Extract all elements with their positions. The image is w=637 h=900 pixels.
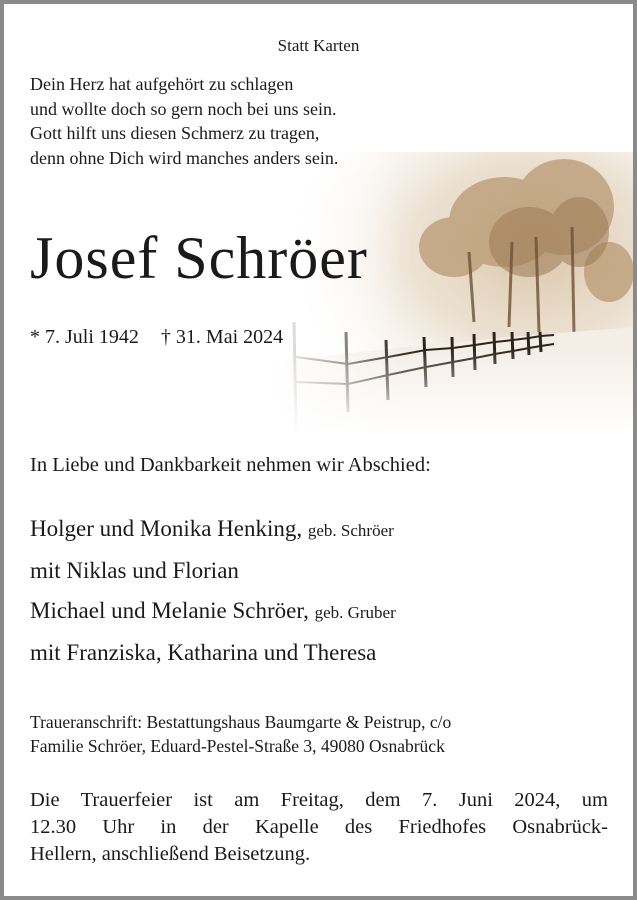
poem-line: Dein Herz hat aufgehört zu schlagen bbox=[30, 74, 294, 94]
family-line bbox=[30, 633, 396, 673]
address-line: Traueranschrift: Bestattungshaus Baumgarte & Peistrup, c/o bbox=[30, 712, 452, 732]
family-names: Michael und Melanie Schröer, bbox=[30, 598, 309, 623]
maiden-name: geb. Schröer bbox=[307, 521, 394, 540]
maiden-name: geb. Gruber bbox=[314, 603, 396, 622]
service-line: Hellern, anschließend Beisetzung. bbox=[30, 843, 311, 865]
poem bbox=[30, 72, 338, 170]
winter-landscape-image bbox=[274, 152, 633, 434]
family-line bbox=[30, 509, 396, 551]
death-date: † 31. Mai 2024 bbox=[160, 326, 284, 348]
service-line: 12.30 Uhr in der Kapelle des Friedhofes Osnabrück- bbox=[30, 816, 608, 838]
family-names: Holger und Monika Henking, bbox=[30, 516, 303, 541]
family-line bbox=[30, 551, 396, 591]
farewell-line: In Liebe und Dankbarkeit nehmen wir Abschied: bbox=[30, 454, 431, 476]
poem-line: denn ohne Dich wird manches anders sein. bbox=[30, 147, 339, 168]
header-statt-karten: Statt Karten bbox=[277, 36, 360, 55]
mourning-address bbox=[30, 710, 451, 758]
poem-line: und wollte doch so gern noch bei uns sein. bbox=[30, 98, 337, 119]
birth-date: * 7. Juli 1942 bbox=[30, 326, 139, 348]
deceased-name: Josef Schröer bbox=[30, 225, 368, 291]
poem-line: Gott hilft uns diesen Schmerz zu tragen, bbox=[30, 123, 320, 143]
obituary-card bbox=[4, 4, 633, 896]
service-line: Die Trauerfeier ist am Freitag, dem 7. Juni 2024, um bbox=[30, 789, 608, 811]
family-names: mit Franziska, Katharina und Theresa bbox=[30, 640, 377, 665]
funeral-service-info bbox=[30, 787, 608, 868]
address-line: Familie Schröer, Eduard-Pestel-Straße 3, 49080 Osnabrück bbox=[30, 736, 445, 756]
family-list bbox=[30, 509, 396, 673]
family-line bbox=[30, 591, 396, 633]
family-names: mit Niklas und Florian bbox=[30, 558, 239, 583]
life-dates bbox=[30, 326, 283, 349]
